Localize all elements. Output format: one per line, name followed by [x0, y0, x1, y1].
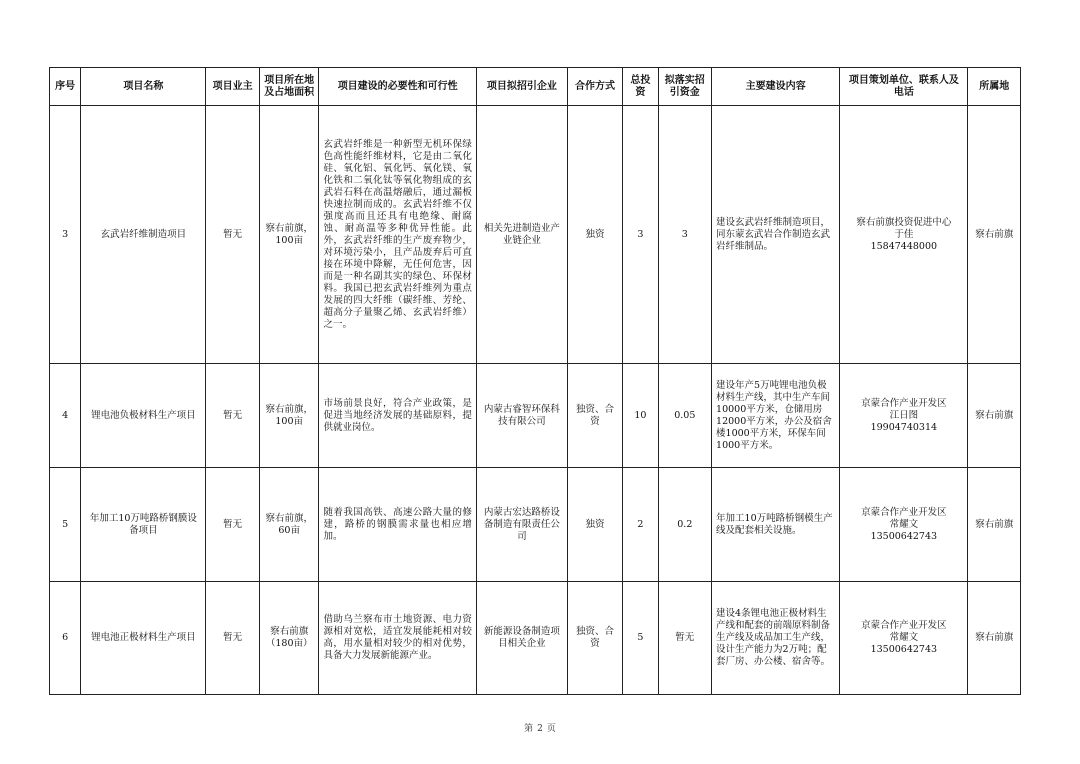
- region: 察右前旗: [968, 468, 1021, 582]
- header-cell: 项目拟招引企业: [476, 68, 567, 106]
- project-owner: 暂无: [206, 468, 259, 582]
- total-investment: 5: [623, 582, 658, 695]
- cooperation-mode: 独资、合资: [567, 364, 623, 468]
- construction-content: 年加工10万吨路桥钢模生产线及配套相关设施。: [712, 468, 840, 582]
- project-necessity: 玄武岩纤维是一种新型无机环保绿色高性能纤维材料，它是由二氧化硅、氧化铝、氧化钙、氧化镁、氧化铁和二氧化钛等氧化物组成的玄武岩石料在高温熔融后，通过漏板快速拉制而成的。玄武岩纤维不仅强度高而且还具有电绝缘、耐腐蚀、耐高温等多种优异性能。此外，玄武岩纤维的生产废弃物少，对环境污染小，且产品废弃后可直接在环境中降解，无任何危害，因而是一种名副其实的绿色、环保材料。我国已把玄武岩纤维列为重点发展的四大纤维（碳纤维、芳纶、超高分子量聚乙烯、玄武岩纤维）之一。: [319, 106, 476, 364]
- table-row: [50, 468, 1021, 582]
- total-investment: 3: [623, 106, 658, 364]
- project-owner: 暂无: [206, 582, 259, 695]
- contact-info: 京蒙合作产业开发区 常耀文 13500642743: [840, 582, 968, 695]
- project-name: 年加工10万吨路桥钢膜设备项目: [81, 468, 206, 582]
- header-cell: 项目策划单位、联系人及电话: [840, 68, 968, 106]
- project-necessity: 市场前景良好，符合产业政策，是促进当地经济发展的基础原料，提供就业岗位。: [319, 364, 476, 468]
- project-location: 察右前旗（180亩）: [259, 582, 319, 695]
- project-location: 察右前旗，100亩: [259, 106, 319, 364]
- project-name: 锂电池负极材料生产项目: [81, 364, 206, 468]
- table-row: [50, 364, 1021, 468]
- row-number: 6: [50, 582, 81, 695]
- footer-prefix: 第: [524, 724, 534, 734]
- header-cell: 项目所在地及占地面积: [259, 68, 319, 106]
- header-cell: 主要建设内容: [712, 68, 840, 106]
- table-row: [50, 106, 1021, 364]
- planned-funds: 3: [658, 106, 711, 364]
- page-number: 2: [537, 724, 543, 734]
- header-cell: 项目建设的必要性和可行性: [319, 68, 476, 106]
- cooperation-mode: 独资: [567, 468, 623, 582]
- target-enterprise: 新能源设备制造项目相关企业: [476, 582, 567, 695]
- project-name: 锂电池正极材料生产项目: [81, 582, 206, 695]
- project-location: 察右前旗，100亩: [259, 364, 319, 468]
- contact-info: 京蒙合作产业开发区 江日图 19904740314: [840, 364, 968, 468]
- region: 察右前旗: [968, 582, 1021, 695]
- row-number: 3: [50, 106, 81, 364]
- region: 察右前旗: [968, 106, 1021, 364]
- region: 察右前旗: [968, 364, 1021, 468]
- contact-info: 察右前旗投资促进中心 于佳 15847448000: [840, 106, 968, 364]
- target-enterprise: 内蒙古宏达路桥设备制造有限责任公司: [476, 468, 567, 582]
- page-footer: [0, 721, 1080, 734]
- header-cell: 序号: [50, 68, 81, 106]
- project-owner: 暂无: [206, 106, 259, 364]
- table-row: [50, 582, 1021, 695]
- cooperation-mode: 独资: [567, 106, 623, 364]
- planned-funds: 暂无: [658, 582, 711, 695]
- header-cell: 拟落实招引资金: [658, 68, 711, 106]
- project-necessity: 随着我国高铁、高速公路大量的修建，路桥的钢膜需求量也相应增加。: [319, 468, 476, 582]
- header-row: [50, 68, 1021, 106]
- header-cell: 总投资: [623, 68, 658, 106]
- contact-info: 京蒙合作产业开发区 常耀文 13500642743: [840, 468, 968, 582]
- planned-funds: 0.05: [658, 364, 711, 468]
- total-investment: 2: [623, 468, 658, 582]
- construction-content: 建设玄武岩纤维制造项目，同东蒙玄武岩合作制造玄武岩纤维制品。: [712, 106, 840, 364]
- project-owner: 暂无: [206, 364, 259, 468]
- project-location: 察右前旗，60亩: [259, 468, 319, 582]
- planned-funds: 0.2: [658, 468, 711, 582]
- header-cell: 项目名称: [81, 68, 206, 106]
- footer-suffix: 页: [546, 724, 556, 734]
- header-cell: 项目业主: [206, 68, 259, 106]
- total-investment: 10: [623, 364, 658, 468]
- construction-content: 建设年产5万吨锂电池负极材料生产线，其中生产车间10000平方米，仓储用房12000平方米，办公及宿舍楼1000平方米，环保车间1000平方米。: [712, 364, 840, 468]
- cooperation-mode: 独资、合资: [567, 582, 623, 695]
- project-necessity: 借助乌兰察布市土地资源、电力资源相对宽松，适宜发展能耗相对较高，用水量相对较少的相对优势，具备大力发展新能源产业。: [319, 582, 476, 695]
- header-cell: 合作方式: [567, 68, 623, 106]
- row-number: 5: [50, 468, 81, 582]
- target-enterprise: 内蒙古睿智环保科技有限公司: [476, 364, 567, 468]
- project-name: 玄武岩纤维制造项目: [81, 106, 206, 364]
- header-cell: 所属地: [968, 68, 1021, 106]
- construction-content: 建设4条锂电池正极材料生产线和配套的前端原料制备生产线及成品加工生产线，设计生产能力为2万吨；配套厂房、办公楼、宿舍等。: [712, 582, 840, 695]
- target-enterprise: 相关先进制造业产业链企业: [476, 106, 567, 364]
- row-number: 4: [50, 364, 81, 468]
- project-table: [49, 67, 1021, 695]
